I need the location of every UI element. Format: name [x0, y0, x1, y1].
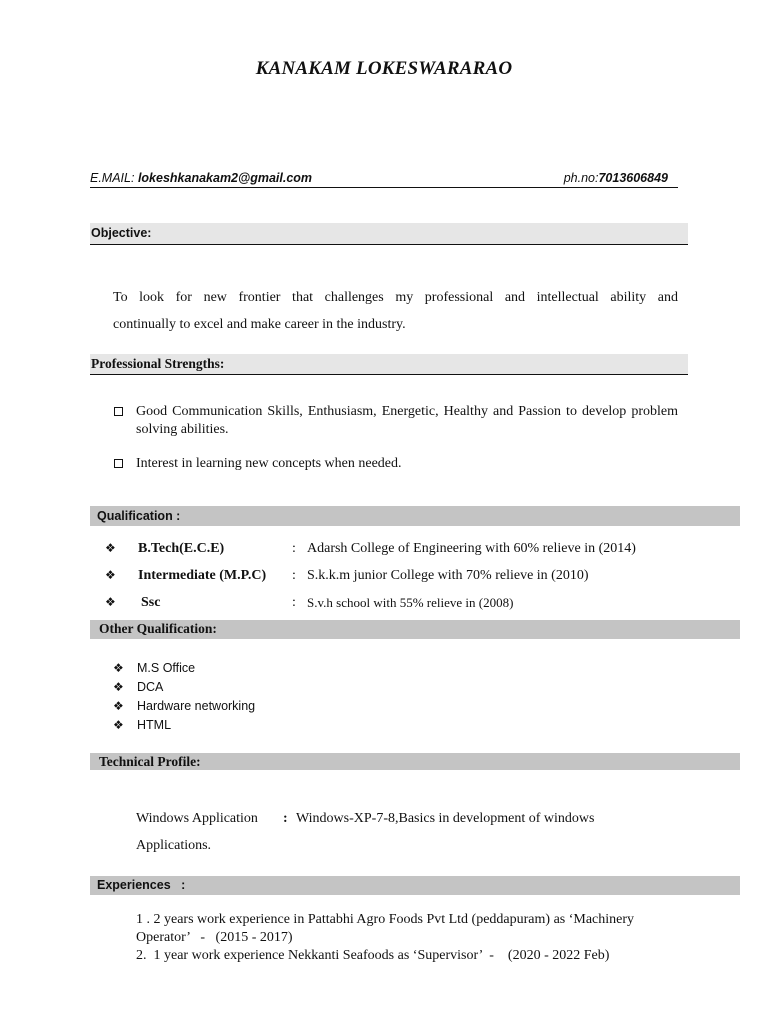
technical-row — [136, 805, 696, 832]
list-item — [113, 697, 255, 716]
phone-block — [564, 171, 668, 185]
list-item — [113, 659, 255, 678]
list-item — [113, 678, 255, 697]
qualification-row — [105, 595, 745, 622]
strength-text: Interest in learning new concepts when needed. — [136, 456, 402, 471]
square-bullet-icon — [114, 459, 123, 468]
qualification-detail: Adarsh College of Engineering with 60% relieve in (2014) — [307, 541, 636, 556]
objective-text — [113, 284, 678, 338]
resume-name: KANAKAM LOKESWARARAO — [255, 58, 513, 79]
phone-value: 7013606849 — [598, 171, 668, 185]
other-qualification-text: HTML — [137, 718, 172, 732]
other-qualification-text: Hardware networking — [137, 699, 256, 713]
email-block — [90, 171, 312, 185]
strength-item — [113, 403, 678, 439]
qualification-detail: S.k.k.m junior College with 70% relieve in (2010) — [307, 568, 589, 583]
other-qualification-text: DCA — [137, 680, 164, 694]
diamond-bullet-icon: ❖ — [113, 680, 124, 694]
qualification-degree: Intermediate (M.P.C) — [138, 568, 267, 583]
qualification-row — [105, 568, 745, 595]
diamond-bullet-icon: ❖ — [113, 699, 124, 713]
objective-line-1: To look for new frontier that challenges my professional and intellectual ability and — [113, 290, 678, 305]
qualification-heading: Qualification : — [90, 506, 740, 526]
experiences-heading: Experiences : — [90, 876, 740, 895]
strength-text: Good Communication Skills, Enthusiasm, Energetic, Healthy and Passion to develop problem solving abilities. — [136, 404, 678, 437]
other-qualification-list — [113, 659, 255, 735]
diamond-bullet-icon: ❖ — [105, 595, 116, 609]
technical-profile — [136, 805, 696, 859]
experience-line-2: Operator’ - (2015 - 2017) — [136, 930, 293, 945]
other-qualification-text: M.S Office — [137, 661, 196, 675]
qualification-detail: S.v.h school with 55% relieve in (2008) — [307, 595, 514, 610]
experience-line-1: 1 . 2 years work experience in Pattabhi Agro Foods Pvt Ltd (peddapuram) as ‘Machinery — [136, 912, 635, 927]
diamond-bullet-icon: ❖ — [105, 568, 116, 582]
qualification-row — [105, 541, 745, 568]
technical-sep: : — [283, 811, 288, 826]
qualification-sep: : — [292, 595, 296, 610]
diamond-bullet-icon: ❖ — [113, 718, 124, 732]
strengths-heading: Professional Strengths: — [90, 354, 688, 375]
strength-item — [113, 455, 678, 473]
technical-heading: Technical Profile: — [90, 753, 740, 770]
other-qualification-heading: Other Qualification: — [90, 620, 740, 639]
objective-heading: Objective: — [90, 223, 688, 245]
list-item — [113, 716, 255, 735]
diamond-bullet-icon: ❖ — [113, 661, 124, 675]
technical-value: Windows-XP-7-8,Basics in development of windows — [296, 811, 595, 826]
qualification-table — [105, 541, 745, 622]
objective-line-2: continually to excel and make career in the industry. — [113, 317, 406, 332]
diamond-bullet-icon: ❖ — [105, 541, 116, 555]
strengths-list — [113, 403, 678, 473]
technical-label: Windows Application — [136, 811, 258, 826]
contact-line — [90, 170, 678, 188]
email-label: E.MAIL: — [90, 171, 135, 185]
experience-line-3: 2. 1 year work experience Nekkanti Seafoods as ‘Supervisor’ - (2020 - 2022 Feb) — [136, 948, 610, 963]
square-bullet-icon — [114, 407, 123, 416]
qualification-sep: : — [292, 568, 296, 583]
phone-label: ph.no: — [563, 171, 599, 185]
experiences-list — [136, 911, 696, 965]
qualification-sep: : — [292, 541, 296, 556]
qualification-degree: Ssc — [141, 595, 161, 610]
qualification-degree: B.Tech(E.C.E) — [138, 541, 225, 556]
technical-value-cont: Applications. — [136, 838, 212, 853]
email-value[interactable]: lokeshkanakam2@gmail.com — [137, 171, 313, 185]
